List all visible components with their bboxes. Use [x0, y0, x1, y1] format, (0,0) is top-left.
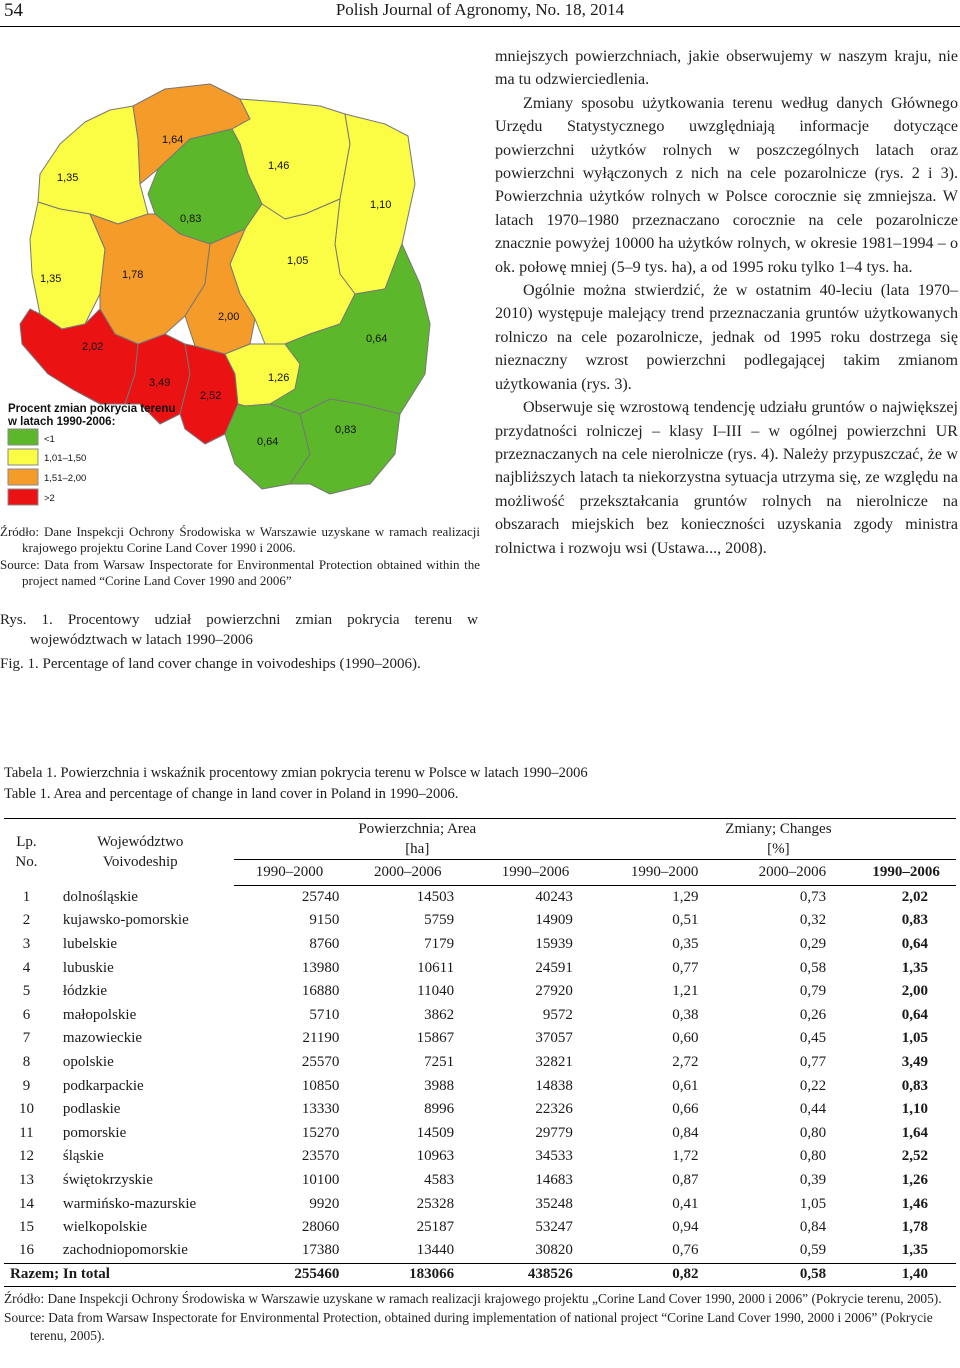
- figure-source-pl: Źródło: Dane Inspekcji Ochrony Środowiska w Warszawie uzyskane w ramach realizacji krajowego projektu Corine Land Cover 1990 i 2006.: [0, 524, 480, 556]
- value-slaskie: 2,52: [200, 390, 222, 402]
- table-cell: 14503: [416, 889, 455, 906]
- value-lodzkie: 2,00: [218, 311, 240, 323]
- voivodeship-cell: lubelskie: [62, 935, 118, 952]
- page-number: 54: [4, 0, 23, 21]
- table-header-row-1: [4, 819, 956, 860]
- header-period-1: 1990–2000: [234, 860, 346, 886]
- value-malopolskie: 0,64: [257, 436, 279, 448]
- table-cell: 0,26: [799, 1006, 827, 1023]
- legend-swatch-green: [8, 429, 38, 445]
- value-pomorskie: 1,64: [162, 134, 184, 146]
- table-cell: 2,02: [901, 889, 928, 906]
- table-cell: 4583: [424, 1171, 455, 1188]
- table-cell: 30820: [535, 1242, 573, 1259]
- legend-title-line2: w latach 1990-2006:: [8, 416, 116, 428]
- table-row: [4, 1098, 956, 1122]
- table-caption-pl: Tabela 1. Powierzchnia i wskaźnik procentowy zmian pokrycia terenu w Polsce w latach 1990–2006: [4, 765, 588, 781]
- table-caption-en: Table 1. Area and percentage of change in land cover in Poland in 1990–2006.: [4, 786, 459, 802]
- voivodeship-cell: lubuskie: [62, 959, 114, 976]
- value-lubuskie: 1,35: [40, 273, 62, 285]
- table-cell: 2,72: [672, 1053, 699, 1070]
- legend-swatch-yellow: [8, 449, 38, 465]
- legend-label-2: 1,01–1,50: [44, 453, 87, 464]
- table-row: [4, 1051, 956, 1075]
- table-cell: 11: [19, 1124, 34, 1141]
- voivodeship-cell: podlaskie: [62, 1101, 121, 1118]
- table-cell: 0,58: [799, 959, 827, 976]
- table-cell: 23570: [301, 1148, 340, 1165]
- table-cell: 0,64: [901, 935, 928, 952]
- table-cell: 22326: [535, 1101, 573, 1118]
- table-cell: 1,35: [901, 959, 928, 976]
- table-cell: 25570: [301, 1053, 340, 1070]
- legend-swatch-red: [8, 489, 38, 505]
- table-cell: 2: [22, 912, 31, 929]
- table-cell: 12: [18, 1148, 34, 1165]
- table-cell: 0,84: [799, 1219, 827, 1236]
- table-cell: 35248: [535, 1195, 573, 1212]
- table-cell: 0,80: [799, 1148, 827, 1165]
- table-cell: 0,61: [672, 1077, 699, 1094]
- table-cell: 3: [22, 935, 31, 952]
- table-cell: 5: [22, 983, 31, 1000]
- table-cell: 0,45: [799, 1030, 827, 1047]
- table-row: [4, 980, 956, 1004]
- table-cell: 5710: [309, 1006, 340, 1023]
- table-cell: 29779: [535, 1124, 573, 1141]
- legend-label-1: <1: [44, 434, 55, 445]
- table-cell: 0,79: [799, 983, 827, 1000]
- header-period-5: 2000–2006: [729, 860, 857, 886]
- voivodeship-cell: wielkopolskie: [62, 1219, 148, 1236]
- poland-map: [0, 44, 480, 514]
- table-cell: 0,38: [672, 1006, 699, 1023]
- table-cell: 8760: [309, 935, 340, 952]
- table-cell: 34533: [535, 1148, 573, 1165]
- table-cell: 2,00: [901, 983, 928, 1000]
- header-period-2: 2000–2006: [345, 860, 470, 886]
- page-header: [0, 0, 960, 26]
- table-cell: 0,84: [672, 1124, 699, 1141]
- legend-title-line1: Procent zmian pokrycia terenu: [8, 403, 176, 415]
- figure-caption-en: Fig. 1. Percentage of land cover change in voivodeships (1990–2006).: [0, 656, 421, 672]
- total-label: Razem; In total: [4, 1263, 234, 1287]
- table-cell: 0,39: [799, 1171, 827, 1188]
- table-cell: 15270: [301, 1124, 340, 1141]
- table-cell: 13440: [416, 1242, 455, 1259]
- table-cell: 0,87: [672, 1171, 699, 1188]
- table-cell: 53247: [535, 1219, 573, 1236]
- legend-label-3: 1,51–2,00: [44, 473, 87, 484]
- body-text-column: [495, 45, 958, 560]
- table-row: [4, 1169, 956, 1193]
- value-wielkopolskie: 1,78: [122, 269, 144, 281]
- voivodeship-cell: opolskie: [62, 1053, 114, 1070]
- table-cell: 9150: [309, 912, 340, 929]
- table-row: [4, 933, 956, 957]
- table-cell: 0,60: [672, 1030, 699, 1047]
- voivodeship-cell: warmińsko-mazurskie: [62, 1195, 197, 1212]
- body-paragraph-2: Zmiany sposobu użytkowania terenu według danych Głównego Urzędu Statystycznego uwzględniają informacje dotyczące powierzchni użytków rolnych w poszczególnych latach oraz powierzchni wyłączonych z nich na cele pozarolnicze (rys. 2 i 3). Powierzchnia użytków rolnych w Polsce corocznie się zmniejsza. W latach 1970–1980 przeznaczano corocznie na cele pozarolnicze znacznie powyżej 10000 ha użytków rolnych, w okresie 1981–1994 – o ok. połowę mniej (5–9 tys. ha), a od 1995 roku tylko 1–4 tys. ha.: [495, 94, 958, 276]
- table-cell: 1,26: [901, 1171, 928, 1188]
- table-cell: 0,59: [799, 1242, 827, 1259]
- table-cell: 27920: [535, 983, 573, 1000]
- table-source: [4, 1290, 956, 1346]
- journal-title: Polish Journal of Agronomy, No. 18, 2014: [335, 0, 625, 19]
- value-lubelskie: 0,64: [366, 333, 388, 345]
- figure-source-en: Source: Data from Warsaw Inspectorate for Environmental Protection obtained within the project named “Corine Land Cover 1990 and 2006”: [0, 556, 480, 589]
- table-cell: 6: [22, 1006, 31, 1023]
- table-cell: 0,73: [799, 889, 827, 906]
- table-cell: 2,52: [901, 1148, 928, 1165]
- value-kujawsko-pomorskie: 0,83: [180, 213, 202, 225]
- header-rule: [0, 26, 960, 27]
- voivodeship-cell: mazowieckie: [62, 1030, 143, 1047]
- table-cell: 25328: [416, 1195, 455, 1212]
- table-cell: 1: [22, 888, 31, 905]
- table-cell: 0,41: [672, 1195, 699, 1212]
- table-cell: 13330: [301, 1101, 340, 1118]
- table-cell: 0,94: [672, 1219, 699, 1236]
- map-legend: [7, 403, 175, 505]
- table-cell: 24591: [535, 959, 573, 976]
- table-row: [4, 1121, 956, 1145]
- table-cell: 37057: [535, 1030, 573, 1047]
- table-cell: 7: [22, 1030, 31, 1047]
- voivodeship-cell: dolnośląskie: [62, 888, 138, 905]
- table-cell: 9920: [309, 1195, 340, 1212]
- table-cell: 9: [22, 1077, 31, 1094]
- total-cell: 255460: [234, 1263, 346, 1287]
- legend-label-4: >2: [44, 493, 55, 504]
- table-row: [4, 1145, 956, 1169]
- table-cell: 3988: [424, 1077, 455, 1094]
- table-row: [4, 1192, 956, 1216]
- table-cell: 7179: [424, 935, 455, 952]
- table-cell: 1,64: [901, 1124, 928, 1141]
- voivodeship-cell: świętokrzyskie: [62, 1171, 153, 1188]
- table-source-pl: Źródło: Dane Inspekcji Ochrony Środowiska w Warszawie uzyskane w ramach realizacji krajowego projektu „Corine Land Cover 1990, 2000 i 2006” (Pokrycie terenu, 2005).: [4, 1291, 942, 1306]
- header-voivodeship: Województwo Voivodeship: [49, 819, 234, 886]
- table-cell: 13: [18, 1171, 34, 1188]
- value-dolnoslaskie: 2,02: [82, 341, 104, 353]
- value-podkarpackie: 0,83: [335, 424, 357, 436]
- table-cell: 3862: [424, 1006, 455, 1023]
- table-total-row: [4, 1263, 956, 1287]
- value-zachodniopomorskie: 1,35: [57, 172, 79, 184]
- table-cell: 40243: [535, 889, 573, 906]
- table-cell: 0,32: [799, 912, 827, 929]
- table-cell: 10850: [301, 1077, 340, 1094]
- voivodeship-cell: podkarpackie: [62, 1077, 144, 1094]
- table-cell: 0,51: [672, 912, 699, 929]
- header-lp: Lp. No.: [4, 819, 49, 886]
- voivodeship-cell: pomorskie: [62, 1124, 127, 1141]
- table-cell: 3,49: [901, 1053, 928, 1070]
- table-cell: 0,66: [672, 1101, 699, 1118]
- table-cell: 14: [18, 1195, 34, 1212]
- header-period-3: 1990–2006: [470, 860, 601, 886]
- table-cell: 15867: [416, 1030, 455, 1047]
- table-cell: 1,46: [901, 1195, 928, 1212]
- table-cell: 10100: [301, 1171, 340, 1188]
- value-podlaskie: 1,10: [370, 199, 392, 211]
- table-caption: [4, 763, 954, 805]
- legend-swatch-orange: [8, 469, 38, 485]
- table-row: [4, 1074, 956, 1098]
- figure-source: [0, 524, 480, 590]
- body-paragraph-3: Ogólnie można stwierdzić, że w ostatnim 40-leciu (lata 1970–2010) występuje malejący trend przeznaczania gruntów użytkowanych rolniczo na cele pozarolnicze, jednak od 1995 roku dostrzega się nieznaczny wzrost powierzchni podlegającej takim zmianom użytkowania (rys. 3).: [495, 282, 958, 393]
- table-cell: 16880: [301, 983, 340, 1000]
- table-cell: 13980: [301, 959, 340, 976]
- table-row: [4, 1239, 956, 1263]
- table-cell: 15939: [535, 935, 573, 952]
- voivodeship-cell: małopolskie: [62, 1006, 137, 1023]
- table-cell: 0,44: [799, 1101, 827, 1118]
- table-cell: 14683: [535, 1171, 573, 1188]
- table-cell: 9572: [542, 1006, 573, 1023]
- table-cell: 14838: [535, 1077, 573, 1094]
- table-cell: 17380: [301, 1242, 340, 1259]
- table-cell: 0,29: [799, 935, 827, 952]
- table-cell: 1,21: [672, 983, 699, 1000]
- land-cover-table: [4, 818, 956, 1287]
- voivodeship-cell: zachodniopomorskie: [62, 1242, 188, 1259]
- table-cell: 14909: [535, 912, 573, 929]
- table-cell: 1,05: [901, 1030, 928, 1047]
- table-cell: 0,76: [672, 1242, 699, 1259]
- table-cell: 25740: [301, 889, 340, 906]
- voivodeship-cell: śląskie: [62, 1148, 104, 1165]
- table-cell: 0,35: [672, 935, 699, 952]
- table-cell: 21190: [302, 1030, 340, 1047]
- table-row: [4, 1003, 956, 1027]
- table-cell: 10: [18, 1101, 34, 1118]
- region-zachodniopomorskie: [38, 106, 148, 224]
- figure-caption: [0, 610, 478, 678]
- total-cell: 0,58: [729, 1263, 857, 1287]
- header-changes: Zmiany; Changes [%]: [601, 819, 956, 860]
- table-cell: 5759: [424, 912, 455, 929]
- table-cell: 28060: [301, 1219, 340, 1236]
- value-opolskie: 3,49: [149, 377, 171, 389]
- table-row: [4, 956, 956, 980]
- table-cell: 1,78: [901, 1219, 928, 1236]
- table-cell: 1,35: [901, 1242, 928, 1259]
- table-cell: 10963: [416, 1148, 455, 1165]
- table-cell: 0,83: [901, 912, 928, 929]
- table-row: [4, 1027, 956, 1051]
- total-cell: 1,40: [856, 1263, 956, 1287]
- header-period-6: 1990–2006: [856, 860, 956, 886]
- value-swietokrzyskie: 1,26: [268, 372, 290, 384]
- total-cell: 438526: [470, 1263, 601, 1287]
- table-cell: 8: [22, 1053, 31, 1070]
- table-source-en: Source: Data from Warsaw Inspectorate for Environmental Protection, obtained during implementation of national project “Corine Land Cover 1990, 2000 i 2006” (Pokrycie terenu, 2005).: [4, 1309, 933, 1343]
- value-warminsko-mazurskie: 1,46: [268, 160, 290, 172]
- header-area: Powierzchnia; Area [ha]: [234, 819, 601, 860]
- header-period-4: 1990–2000: [601, 860, 729, 886]
- table-body: [4, 886, 956, 1264]
- table-cell: 0,77: [672, 959, 699, 976]
- data-table-container: [4, 818, 956, 1287]
- table-row: [4, 886, 956, 910]
- value-mazowieckie: 1,05: [287, 255, 309, 267]
- table-cell: 8996: [424, 1101, 455, 1118]
- total-cell: 0,82: [601, 1263, 729, 1287]
- table-cell: 14509: [416, 1124, 455, 1141]
- table-cell: 1,10: [901, 1101, 928, 1118]
- table-cell: 0,64: [901, 1006, 928, 1023]
- table-cell: 1,72: [672, 1148, 699, 1165]
- total-cell: 183066: [345, 1263, 470, 1287]
- voivodeship-cell: kujawsko-pomorskie: [62, 912, 189, 929]
- table-cell: 1,29: [672, 889, 699, 906]
- table-cell: 32821: [535, 1053, 573, 1070]
- table-cell: 0,83: [901, 1077, 928, 1094]
- table-cell: 10611: [417, 959, 455, 976]
- voivodeship-cell: łódzkie: [62, 983, 108, 1000]
- table-cell: 11040: [417, 983, 455, 1000]
- table-row: [4, 1216, 956, 1240]
- table-cell: 0,22: [799, 1077, 827, 1094]
- table-cell: 15: [18, 1219, 34, 1236]
- table-cell: 4: [22, 959, 31, 976]
- table-cell: 0,80: [799, 1124, 827, 1141]
- table-cell: 16: [18, 1242, 34, 1259]
- body-paragraph-4: Obserwuje się wzrostową tendencję udziału gruntów o największej przydatności rolniczej – klasy I–III – w ogólnej powierzchni UR przeznaczanych na cele nierolnicze (rys. 4). Należy przypuszczać, że w najbliższych latach ta niekorzystna sytuacja utrzyma się, ze względu na możliwość przekształcania gruntów rolnych na nierolnicze na obszarach miejskich bez konieczności uzyskania zgody ministra rolnictwa i rozwoju wsi (Ustawa..., 2008).: [495, 399, 958, 557]
- table-cell: 1,05: [799, 1195, 827, 1212]
- map-figure: [0, 44, 480, 514]
- figure-caption-pl: Rys. 1. Procentowy udział powierzchni zmian pokrycia terenu w województwach w latach 1990–2006: [0, 612, 478, 648]
- table-cell: 7251: [424, 1053, 455, 1070]
- table-cell: 0,77: [799, 1053, 827, 1070]
- table-cell: 25187: [416, 1219, 455, 1236]
- body-paragraph-1: mniejszych powierzchniach, jakie obserwujemy w naszym kraju, nie ma tu odzwierciedlenia.: [495, 48, 958, 89]
- table-row: [4, 909, 956, 933]
